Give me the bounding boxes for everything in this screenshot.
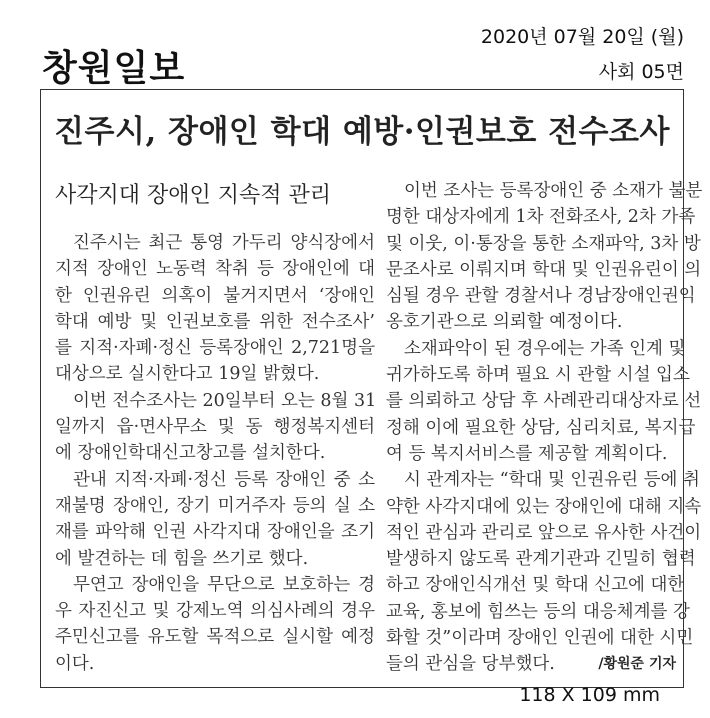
- article-line: [55, 256, 375, 282]
- newspaper-masthead: 창원일보: [42, 48, 186, 89]
- article-line: [386, 283, 696, 309]
- article-line: [386, 362, 690, 388]
- line-text: 진주시는 최근 통영 가두리 양식장에서: [73, 233, 375, 253]
- line-text: 귀가하도록 하며 필요 시 관할 시설 입소: [386, 365, 690, 386]
- line-text: 명한 대상자에게 1차 전화조사, 2차 가족: [386, 207, 696, 228]
- article-line: [55, 440, 375, 466]
- article-line: [55, 309, 375, 335]
- article-line: [386, 467, 700, 493]
- line-text: 화할 것”이라며 장애인 인권에 대한 시민: [386, 628, 694, 649]
- line-text: 일까지 읍·면사무소 및 동 행정복지센터: [55, 417, 375, 438]
- article-line: [386, 546, 696, 572]
- line-text: 이번 전수조사는 20일부터 오는 8월 31: [73, 390, 377, 411]
- article-line: [386, 651, 676, 677]
- line-text: 이번 조사는 등록장애인 중 소재가 불분: [404, 181, 703, 201]
- line-text: 들의 관심을 당부했다.: [386, 654, 555, 675]
- line-text: 지적 장애인 노동력 착취 등 장애인에 대: [55, 259, 375, 280]
- article-line: [55, 230, 375, 256]
- article-line: [55, 388, 375, 414]
- article-line: [386, 204, 696, 230]
- line-text: 무연고 장애인을 무단으로 보호하는 경: [73, 574, 375, 595]
- article-line: [55, 493, 375, 519]
- line-text: 우 자진신고 및 강제노역 의심사례의 경우: [55, 601, 375, 622]
- section-page: 사회 05면: [598, 61, 684, 83]
- line-text: 학대 예방 및 인권보호를 위한 전수조사’: [55, 311, 375, 332]
- article-line: [55, 283, 375, 309]
- article-line: [55, 598, 375, 624]
- article-box: [40, 89, 703, 688]
- article-line: [55, 572, 375, 598]
- left-column: [55, 230, 375, 677]
- article-line: [386, 231, 701, 257]
- article-line: [386, 309, 676, 335]
- line-text: 교육, 홍보에 힘쓰는 등의 대응체계를 강: [386, 601, 690, 622]
- article-line: [55, 414, 375, 440]
- article-line: [386, 415, 696, 441]
- line-text: 이다.: [55, 653, 95, 674]
- article-line: [55, 361, 375, 387]
- line-text: 관내 지적·자폐·정신 등록 장애인 중 소: [73, 469, 375, 490]
- line-text: 재불명 장애인, 장기 미거주자 등의 실 소: [55, 495, 375, 516]
- line-text: 하고 장애인식개선 및 학대 신고에 대한: [386, 575, 685, 596]
- article-line: [55, 519, 375, 545]
- line-text: 심될 경우 관할 경찰서나 경남장애인권익: [386, 286, 696, 307]
- article-line: [386, 520, 702, 546]
- line-text: 및 이웃, 이·통장을 통한 소재파악, 3차 방: [386, 233, 701, 254]
- article-line: [55, 546, 375, 572]
- line-text: 대상으로 실시한다고 19일 밝혔다.: [55, 364, 320, 385]
- article-line: [386, 572, 685, 598]
- line-text: 주민신고를 유도할 목적으로 실시할 예정: [55, 627, 375, 648]
- article-line: [386, 625, 694, 651]
- article-line: [55, 624, 375, 650]
- article-line: [55, 467, 375, 493]
- article-line: [386, 178, 703, 204]
- line-text: 여 등 복지서비스를 제공할 계획이다.: [386, 443, 668, 464]
- subheadline: 사각지대 장애인 지속적 관리: [55, 183, 332, 208]
- line-text: 를 의뢰하고 상담 후 사례관리대상자로 선: [386, 391, 702, 412]
- line-text: 시 관계자는 “학대 및 인권유린 등에 취: [404, 470, 700, 491]
- clipping-size: 118 X 109 mm: [519, 684, 660, 706]
- line-text: 약한 사각지대에 있는 장애인에 대해 지속: [386, 496, 702, 517]
- line-text: 에 발견하는 데 힘을 쓰기로 했다.: [55, 548, 309, 569]
- right-column: [386, 178, 703, 678]
- line-text: 발생하지 않도록 관계기관과 긴밀히 협력: [386, 549, 696, 570]
- line-text: 문조사로 이뤄지며 학대 및 인권유린이 의: [386, 259, 702, 280]
- article-line: [55, 335, 375, 361]
- line-text: 정해 이에 필요한 상담, 심리치료, 복지급: [386, 417, 696, 438]
- line-text: 소재파악이 된 경우에는 가족 인계 및: [404, 338, 686, 359]
- line-text: 옹호기관으로 의뢰할 예정이다.: [386, 312, 623, 333]
- article-line: [386, 257, 702, 283]
- article-line: [386, 441, 676, 467]
- article-line: [386, 599, 690, 625]
- line-text: 한 인권유린 의혹이 불거지면서 ‘장애인: [55, 285, 375, 306]
- line-text: 적인 관심과 관리로 앞으로 유사한 사건이: [386, 522, 702, 543]
- line-text: 에 장애인학대신고창고를 설치한다.: [55, 443, 326, 464]
- article-line: [386, 388, 702, 414]
- reporter-byline: /황원준 기자: [598, 656, 676, 673]
- line-text: 재를 파악해 인권 사각지대 장애인을 조기: [55, 522, 375, 543]
- article-line: [55, 651, 375, 677]
- publication-date: 2020년 07월 20일 (월): [480, 26, 684, 48]
- headline: 진주시, 장애인 학대 예방·인권보호 전수조사: [54, 114, 670, 150]
- article-line: [386, 336, 686, 362]
- article-line: [386, 494, 702, 520]
- line-text: 를 지적·자폐·정신 등록장애인 2,721명을: [55, 338, 375, 359]
